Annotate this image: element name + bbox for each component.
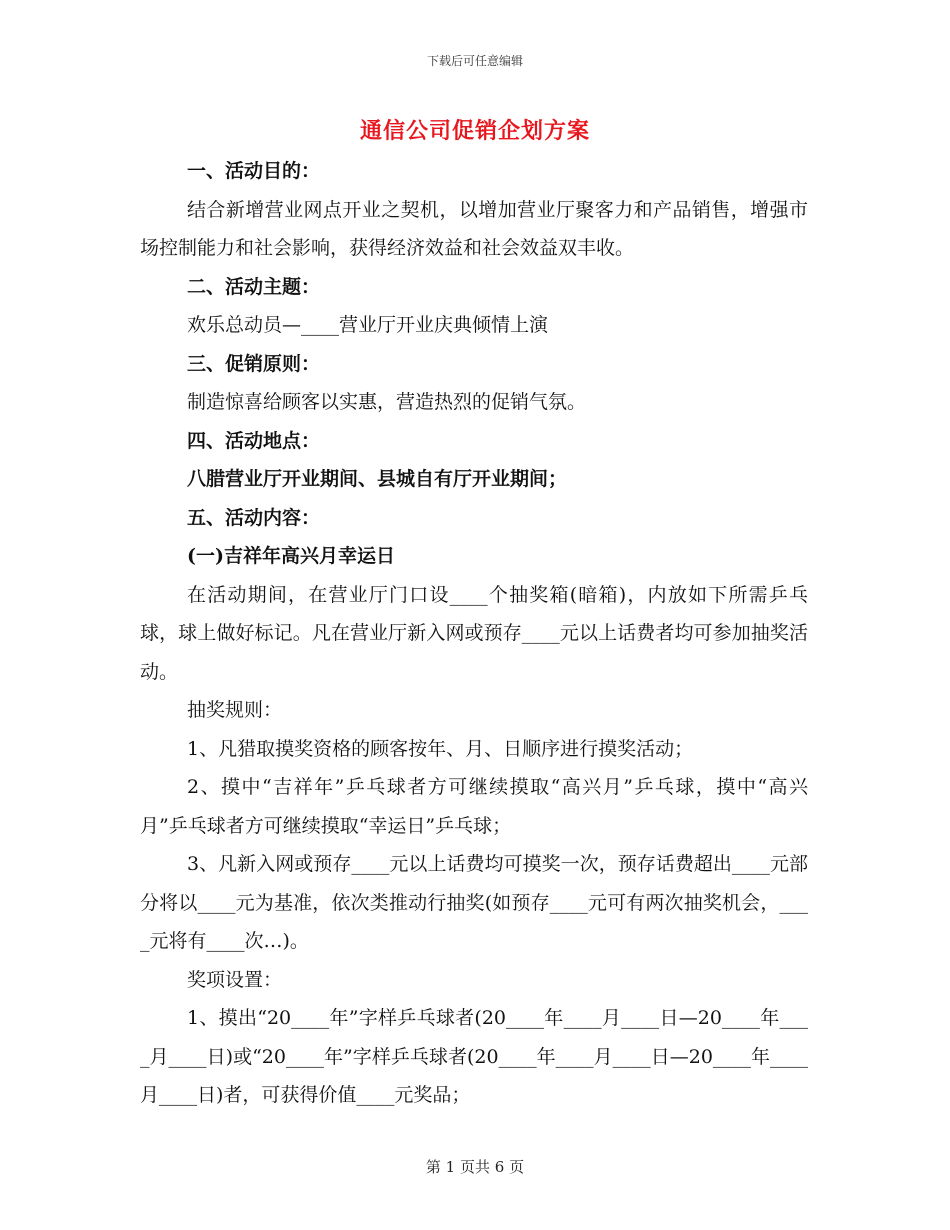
paragraph: 结合新增营业网点开业之契机，以增加营业厅聚客力和产品销售，增强市场控制能力和社会影响，获得经济效益和社会效益双丰收。 (140, 198, 808, 259)
page-footer: 第 1 页共 6 页 (425, 1158, 525, 1176)
paragraph: (一)吉祥年高兴月幸运日 (187, 545, 395, 567)
paragraph: 在活动期间，在营业厅门口设____个抽奖箱(暗箱)，内放如下所需乒乓球，球上做好标记。凡在营业厅新入网或预存____元以上话费者均可参加抽奖活动。 (140, 583, 808, 683)
paragraph: 3、凡新入网或预存____元以上话费均可摸奖一次，预存话费超出____元部分将以____元为基准，依次类推动行抽奖(如预存____元可有两次抽奖机会，____元将有____次…)。 (140, 853, 808, 952)
paragraph: 1、摸出“20____年”字样乒乓球者(20____年____月____日—20____年____月____日)或“20____年”字样乒乓球者(20____年____月____日—20____年____月____日)者，可获得价值____元奖品； (140, 1007, 808, 1106)
paragraph: 四、活动地点： (187, 429, 321, 452)
paragraph: 抽奖规则： (187, 699, 283, 721)
paragraph: 三、促销原则： (187, 352, 321, 375)
paragraph: 2、摸中“吉祥年”乒乓球者方可继续摸取“高兴月”乒乓球，摸中“高兴月”乒乓球者方可继续摸取“幸运日”乒乓球； (140, 776, 808, 837)
page-header: 下载后可任意编辑 (426, 54, 523, 68)
paragraph: 一、活动目的： (187, 160, 321, 182)
paragraph: 1、凡猎取摸奖资格的顾客按年、月、日顺序进行摸奖活动； (187, 737, 694, 760)
paragraph: 欢乐总动员—____营业厅开业庆典倾情上演 (187, 314, 549, 336)
paragraph: 二、活动主题： (187, 275, 321, 298)
paragraph: 奖项设置： (187, 968, 283, 991)
document-title: 通信公司促销企划方案 (359, 118, 590, 144)
document-body (140, 152, 808, 1115)
paragraph: 制造惊喜给顾客以实惠，营造热烈的促销气氛。 (187, 391, 587, 413)
paragraph: 五、活动内容： (187, 506, 321, 529)
paragraph: 八腊营业厅开业期间、县城自有厅开业期间； (187, 468, 568, 490)
